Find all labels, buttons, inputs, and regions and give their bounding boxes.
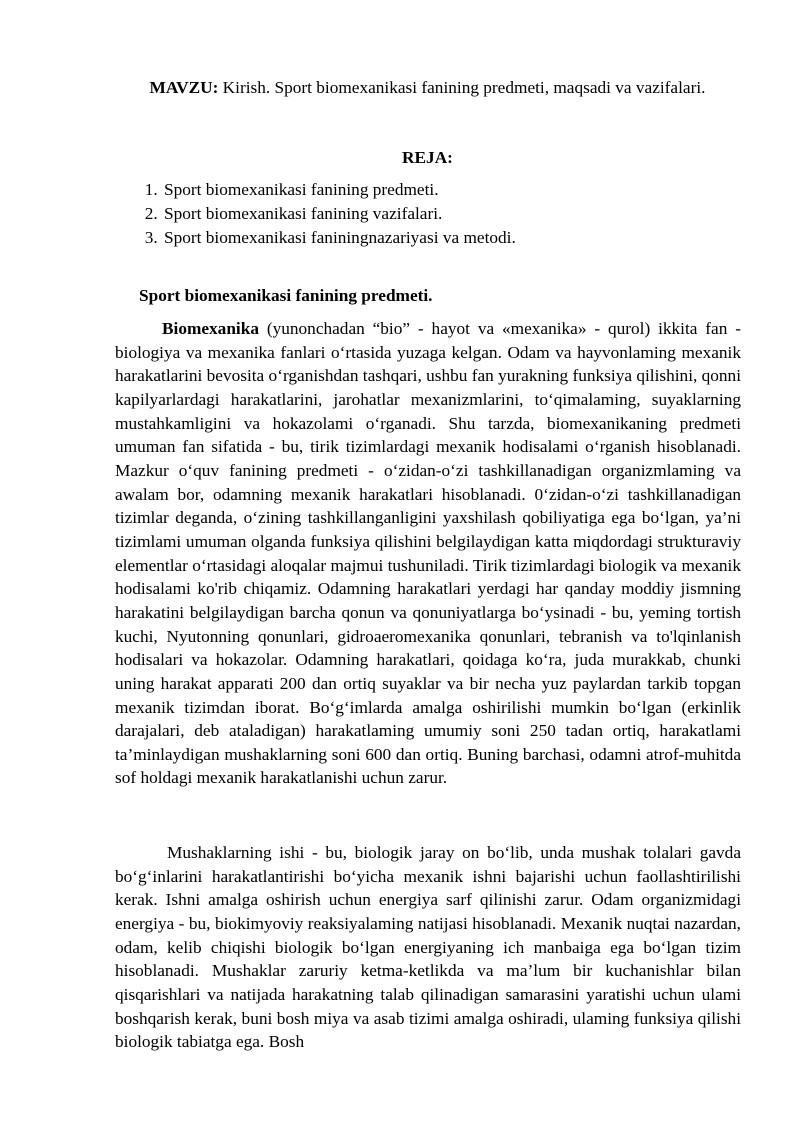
plan-item: 2. Sport biomexanikasi fanining vazifalari. <box>162 202 516 226</box>
section-heading: Sport biomexanikasi fanining predmeti. <box>139 286 433 305</box>
paragraph-1 <box>115 317 741 790</box>
paragraph-1-term: Biomexanika <box>162 319 259 338</box>
plan-item: 3. Sport biomexanikasi faniningnazariyasi va metodi. <box>162 226 516 250</box>
topic-label: MAVZU: <box>149 78 219 97</box>
plan-item: 1. Sport biomexanikasi fanining predmeti. <box>162 178 516 202</box>
plan-list <box>138 178 516 249</box>
paragraph-1-text: (yunonchadan “bio” - hayot va «mexanika» - qurol) ikkita fan - biologiya va mexanika fanlari o‘rtasida yuzaga kelgan. Odam va hayvonlaming mexanik harakatlarini bevosita o‘rganishdan tashqari, ushbu fan yurakning funksiya qilishini, qonni kapilyarlardagi harakatlarini, jarohatlar mexanizmlarini, to‘qimalaming, suyaklarning mustahkamligini va hokazolami o‘rganadi. Shu tarzda, biomexanikaning predmeti umuman fan sifatida - bu, tirik tizimlardagi mexanik hodisalami o‘rganish hisoblanadi. Mazkur o‘quv fanining predmeti - o‘zidan-o‘zi tashkillanadigan organizmlaming va awalam bor, odamning mexanik harakatlari hisoblanadi. 0‘zidan-o‘zi tashkillanadigan tizimlar deganda, o‘zining tashkillanganligini yaxshilash qobiliyatiga ega bo‘lgan, ya’ni tizimlami umuman olganda funksiya qilishini belgilaydigan katta miqdordagi strukturaviy elementlar o‘rtasidagi aloqalar majmui tushuniladi. Tirik tizimlardagi biologik va mexanik hodisalami ko'rib chiqamiz. Odamning harakatlari yerdagi har qanday moddiy jismning harakatini belgilaydigan barcha qonun va qonuniyatlarga bo‘ysinadi - bu, yeming tortish kuchi, Nyutonning qonunlari, gidroaeromexanika qonunlari, tebranish va to'lqinlanish hodisalari va hokazolar. Odamning harakatlari, qoidaga ko‘ra, juda murakkab, chunki uning harakat apparati 200 dan ortiq suyaklar va bir necha yuz paylardan tarkib topgan mexanik tizimdan iborat. Bo‘g‘imlarda amalga oshirilishi mumkin bo‘lgan (erkinlik darajalari, deb ataladigan) harakatlaming umumiy soni 250 tadan ortiq, harakatlami ta’minlaydigan mushaklarning soni 600 dan ortiq. Buning barchasi, odamni atrof-muhitda sof holdagi mexanik harakatlanishi uchun zarur. <box>115 319 741 788</box>
paragraph-2: Mushaklarning ishi - bu, biologik jaray on bo‘lib, unda mushak tolalari gavda bo‘g‘inlarini harakatlantirishi bo‘yicha mexanik ishni bajarishi uchun faollashtirilishi kerak. Ishni amalga oshirish uchun energiya sarf qilinishi zarur. Odam organizmidagi energiya - bu, biokimyoviy reaksiyalaming natijasi hisoblanadi. Mexanik nuqtai nazardan, odam, kelib chiqishi biologik bo‘lgan energiyaning ich manbaiga ega bo‘lgan tizim hisoblanadi. Mushaklar zaruriy ketma-ketlikda va ma’lum bir kuchanishlar bilan qisqarishlari va natijada harakatning talab qilinadigan samarasini yaratishi uchun ulami boshqarish kerak, buni bosh miya va asab tizimi amalga oshiradi, ulaming funksiya qilishi biologik tabiatga ega. Bosh <box>115 843 741 1052</box>
plan-title: REJA: <box>402 148 453 167</box>
topic-title <box>0 76 800 100</box>
topic-text: Kirish. Sport biomexanikasi fanining predmeti, maqsadi va vazifalari. <box>218 78 706 97</box>
